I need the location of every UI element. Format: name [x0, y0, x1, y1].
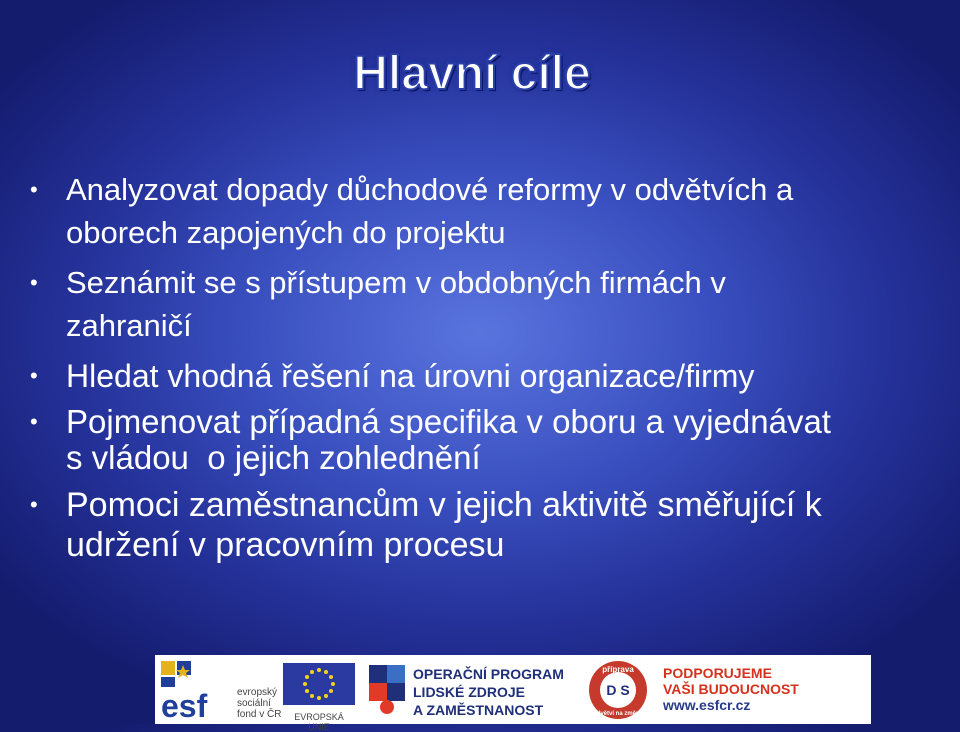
- bullet-text-line: Analyzovat dopady důchodové reformy v odvětvích a: [66, 172, 794, 207]
- slide-title: Hlavní cíle: [353, 47, 591, 100]
- op-puzzle-icon: [365, 661, 409, 717]
- bullet-text-line: Pomoci zaměstnancům v jejich aktivitě směřující k: [66, 486, 822, 524]
- bullet-item: [30, 168, 940, 254]
- badge-bottom-text: odvětví na změny: [592, 711, 644, 717]
- bullet-list: [30, 168, 940, 565]
- bullet-icon: •: [30, 492, 38, 517]
- esf-website-link[interactable]: www.esfcr.cz: [663, 697, 751, 713]
- bullet-text-line: Seznámit se s přístupem v obdobných firmách v: [66, 265, 726, 300]
- support-line: PODPORUJEME: [663, 665, 772, 681]
- op-text: [413, 665, 564, 719]
- bullet-item: [30, 356, 940, 396]
- bullet-icon: •: [30, 409, 38, 434]
- esf-caption: [237, 687, 281, 720]
- op-text-line: OPERAČNÍ PROGRAM: [413, 666, 564, 682]
- support-slogan: [663, 665, 799, 713]
- eu-logo: [283, 663, 355, 732]
- esf-mark-text: esf: [161, 688, 208, 721]
- badge-letters: D S: [606, 682, 630, 698]
- esf-caption-line: fond v ČR: [237, 709, 282, 720]
- bullet-text-line: Pojmenovat případná specifika v oboru a vyjednávat: [66, 403, 831, 440]
- esf-logo: [159, 659, 299, 721]
- bullet-item: [30, 404, 940, 476]
- bullet-icon: •: [30, 363, 38, 388]
- bullet-icon: •: [30, 270, 38, 295]
- esf-mark-icon: [159, 659, 235, 721]
- funding-logo-strip: [155, 655, 871, 732]
- bullet-icon: •: [30, 177, 38, 202]
- bullet-text-line: Hledat vhodná řešení na úrovni organizace/firmy: [66, 358, 755, 394]
- eu-label: EVROPSKÁ UNIE: [294, 712, 344, 732]
- eu-flag-icon: [283, 663, 355, 705]
- op-text-line: A ZAMĚSTNANOST: [413, 702, 544, 718]
- bullet-text-line: zahraničí: [66, 308, 192, 343]
- support-line: VAŠI BUDOUCNOST: [663, 681, 799, 697]
- bullet-text-line: s vládou o jejich zohlednění: [66, 439, 481, 476]
- bullet-text-line: udržení v pracovním procesu: [66, 526, 505, 564]
- esf-caption-line: sociální: [237, 698, 271, 709]
- priprava-odvetvi-badge-icon: [587, 659, 649, 721]
- badge-top-text: příprava: [602, 665, 634, 674]
- bullet-item: [30, 485, 940, 565]
- esf-caption-line: evropský: [237, 687, 278, 698]
- op-lzz-logo: [365, 661, 585, 719]
- bullet-text-line: oborech zapojených do projektu: [66, 215, 506, 250]
- op-text-line: LIDSKÉ ZDROJE: [413, 684, 526, 700]
- bullet-item: [30, 261, 940, 347]
